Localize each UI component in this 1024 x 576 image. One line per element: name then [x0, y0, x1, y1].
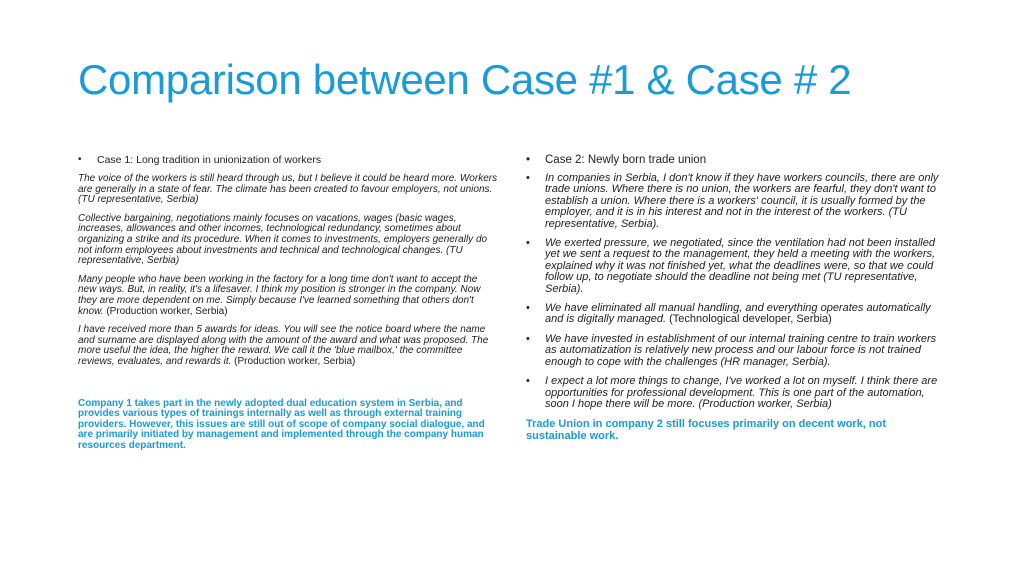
- right-heading-item: [526, 154, 946, 166]
- bullet-marker: •: [526, 332, 530, 345]
- left-paragraph-4: [78, 325, 498, 367]
- quote-text: We have eliminated all manual handling, and everything operates automatically and is digitally managed.: [545, 302, 931, 326]
- right-item-2: [526, 238, 946, 295]
- quote-text: We exerted pressure, we negotiated, since the ventilation had not been installed yet we sent a request to the management, they held a meeting with the workers, explained why it was not finished yet, what the deadlines were, so that we could follow up, to negotiate should the deadline not being met (TU representative, Serbia).: [545, 237, 936, 295]
- right-heading: Case 2: Newly born trade union: [545, 154, 707, 166]
- quote-text: We have invested in establishment of our internal training centre to train workers as automatization is relatively new process and our labour force is not trained enough to cope with the challenges (HR manager, Serbia).: [545, 332, 937, 368]
- quote-text: I have received more than 5 awards for ideas. You will see the notice board where the name and surname are displayed along with the amount of the award and what was proposed. The more useful the idea, the higher the reward. We call it the 'blue mailbox,' the committee reviews, evaluates, and rewards it.: [78, 324, 489, 367]
- right-highlight: Trade Union in company 2 still focuses primarily on decent work, not sustainable work.: [526, 418, 887, 443]
- quote-source: (Technological developer, Serbia): [666, 313, 832, 326]
- right-item-5: [526, 376, 946, 410]
- left-highlight: Company 1 takes part in the newly adopted dual education system in Serbia, and provides various types of trainings internally as well as through external training providers. However, this issues are still out of scope of company social dialogue, and are primarily initiated by management and implemented through the company human resources department.: [78, 397, 485, 451]
- left-heading: Case 1: Long tradition in unionization of workers: [97, 154, 322, 166]
- quote-source: (Production worker, Serbia): [231, 355, 356, 367]
- slide-title: Comparison between Case #1 & Case # 2: [78, 56, 852, 103]
- bullet-marker: •: [526, 154, 531, 166]
- bullet-marker: •: [78, 154, 82, 165]
- left-paragraph-1: [78, 174, 498, 206]
- left-paragraph-3: [78, 275, 498, 317]
- left-paragraph-2: [78, 214, 498, 267]
- bullet-marker: •: [526, 302, 530, 315]
- quote-text: I expect a lot more things to change, I've worked a lot on myself. I think there are opportunities for professional development. This is one part of the automation, soon I hope there will be more. (Production worker, Serbia): [545, 375, 938, 410]
- quote-text: Many people who have been working in the factory for a long time don't want to accept the new ways. But, in reality, it's a lifesaver. I think my position is stronger in the company. Now they are more dependent on me. Simply because I've learned something that others don't know.: [78, 273, 481, 317]
- quote-text: In companies in Serbia, I don't know if they have workers councils, there are only trade unions. Where there is no union, the workers are fearful, they don't want to establish a union. Where there is a workers' council, it is usually formed by the employer, and it is in his interest and not in the interest of the workers. (TU representative, Serbia).: [545, 172, 939, 230]
- quote-source: (Production worker, Serbia): [103, 305, 228, 317]
- bullet-marker: •: [526, 237, 530, 250]
- quote-text: Collective bargaining, negotiations mainly focuses on vacations, wages (basic wages, increases, allowances and other incomes, technological redundancy, sometimes about organizing a strike and its procedure. When it comes to investments, employers generally do not inform employees about investments and technical and technological changes. (TU representative, Serbia): [78, 212, 488, 267]
- bullet-marker: •: [526, 172, 530, 184]
- left-column: [78, 154, 498, 451]
- right-item-1: [526, 173, 946, 230]
- right-column: [526, 154, 946, 442]
- left-heading-item: [78, 154, 498, 166]
- quote-text: The voice of the workers is still heard through us, but I believe it could be heard more. Workers are generally in a state of fear. The climate has been created to favour employers, not unions. (TU representative, Serbia): [78, 173, 498, 206]
- right-item-4: [526, 334, 946, 368]
- bullet-marker: •: [526, 375, 530, 388]
- right-item-3: [526, 303, 946, 326]
